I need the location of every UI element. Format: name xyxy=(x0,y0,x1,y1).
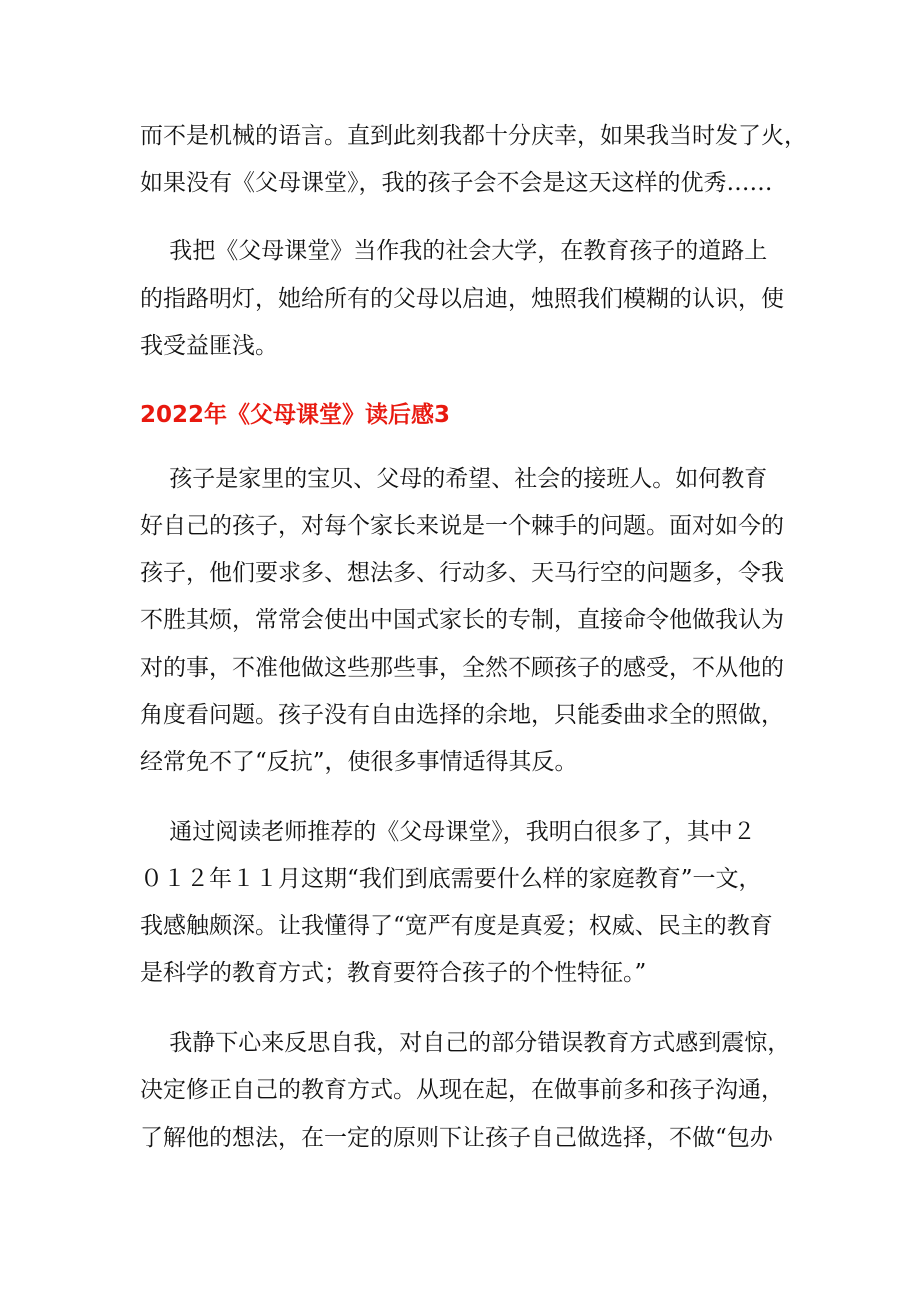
paragraph-line: 我受益匪浅。 xyxy=(140,333,278,359)
paragraph-line: 我把《父母课堂》当作我的社会大学，在教育孩子的道路上 xyxy=(140,238,768,264)
paragraph-line: 了解他的想法，在一定的原则下让孩子自己做选择，不做“包办 xyxy=(140,1125,773,1151)
paragraph-line: 决定修正自己的教育方式。从现在起，在做事前多和孩子沟通， xyxy=(140,1077,784,1103)
paragraph-line: ０１２年１１月这期“我们到底需要什么样的家庭教育”一文， xyxy=(140,866,762,892)
paragraph-line: 通过阅读老师推荐的《父母课堂》，我明白很多了，其中２ xyxy=(140,819,756,845)
paragraph-line: 经常免不了“反抗”，使很多事情适得其反。 xyxy=(140,749,578,775)
paragraph-line: 孩子是家里的宝贝、父母的希望、社会的接班人。如何教育 xyxy=(140,466,768,492)
section-heading: 2022年《父母课堂》读后感3 xyxy=(140,402,451,428)
paragraph-line: 角度看问题。孩子没有自由选择的余地，只能委曲求全的照做， xyxy=(140,702,784,728)
paragraph-line: 是科学的教育方式；教育要符合孩子的个性特征。” xyxy=(140,960,647,986)
paragraph-line: 我感触颇深。让我懂得了“宽严有度是真爱；权威、民主的教育 xyxy=(140,913,773,939)
paragraph-line: 好自己的孩子，对每个家长来说是一个棘手的问题。面对如今的 xyxy=(140,513,784,539)
paragraph-line: 而不是机械的语言。直到此刻我都十分庆幸，如果我当时发了火， xyxy=(140,123,807,149)
paragraph-line: 的指路明灯，她给所有的父母以启迪，烛照我们模糊的认识，使 xyxy=(140,286,784,312)
paragraph-line: 我静下心来反思自我，对自己的部分错误教育方式感到震惊， xyxy=(140,1030,791,1056)
paragraph-line: 不胜其烦，常常会使出中国式家长的专制，直接命令他做我认为 xyxy=(140,607,784,633)
paragraph-line: 孩子，他们要求多、想法多、行动多、天马行空的问题多，令我 xyxy=(140,560,784,586)
paragraph-line: 如果没有《父母课堂》，我的孩子会不会是这天这样的优秀…… xyxy=(140,170,773,196)
paragraph-line: 对的事，不准他做这些那些事，全然不顾孩子的感受，不从他的 xyxy=(140,655,784,681)
